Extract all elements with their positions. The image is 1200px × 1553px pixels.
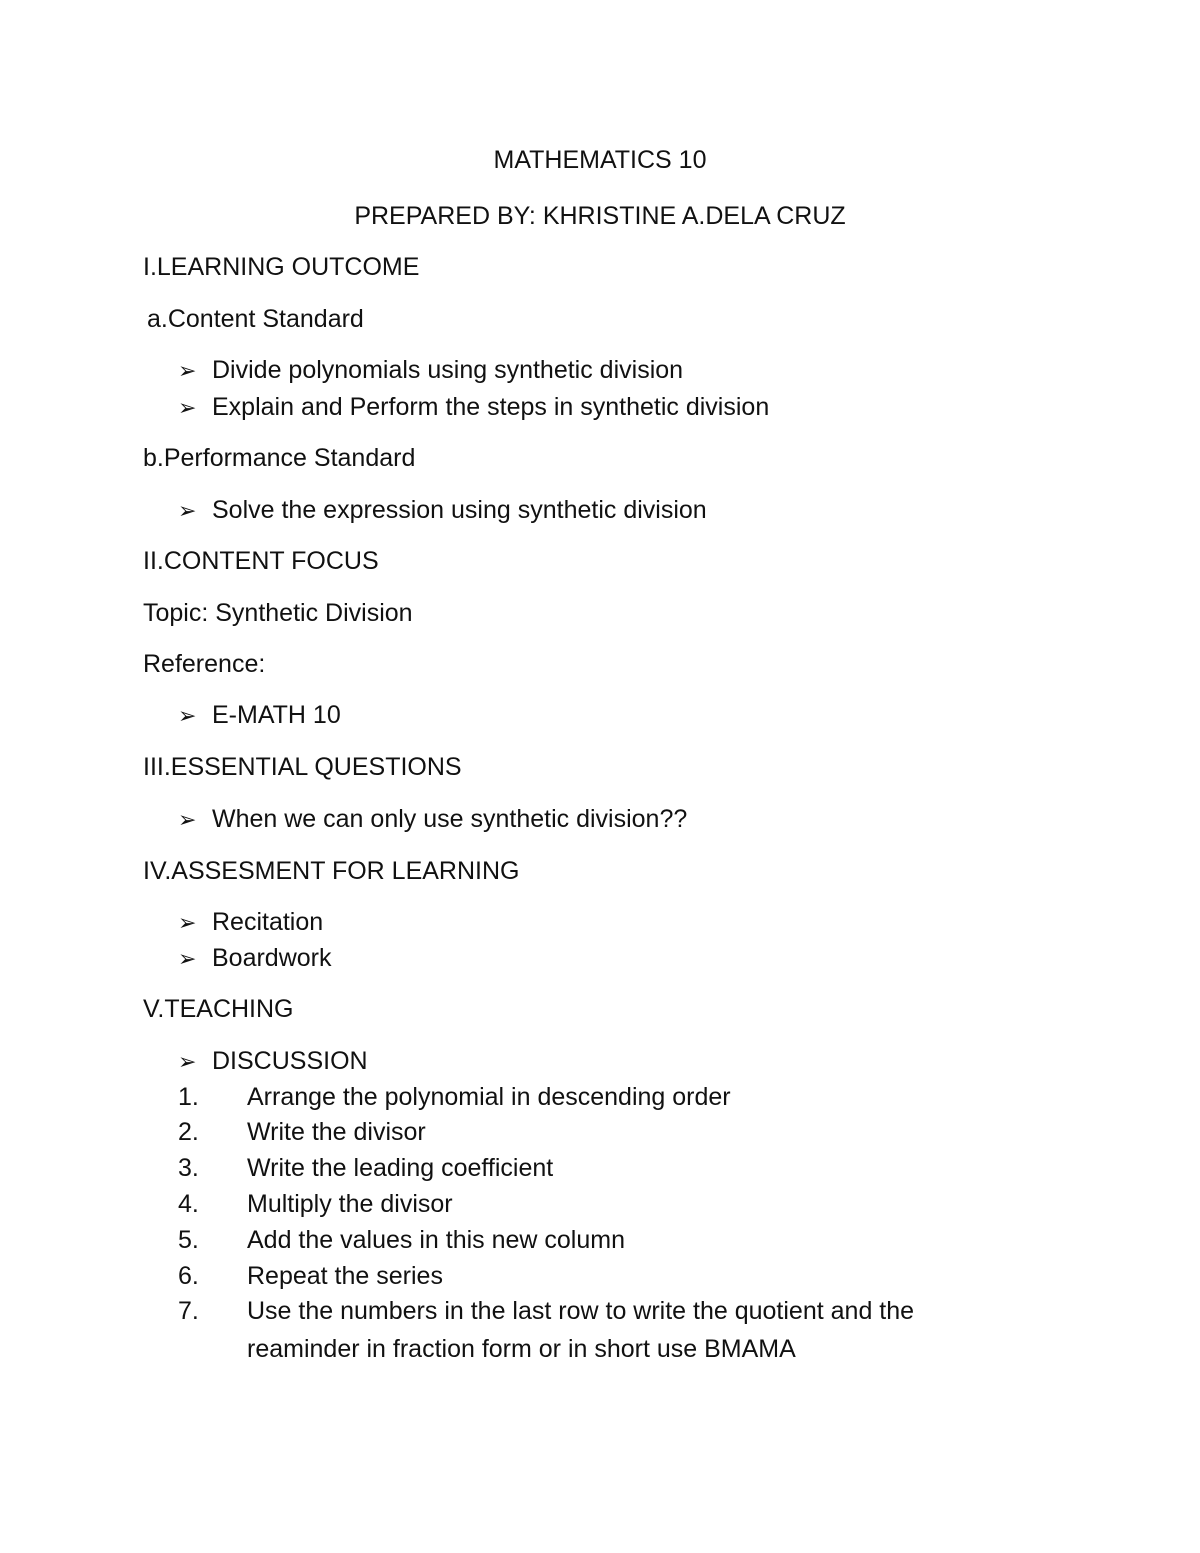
list-item: ➢ DISCUSSION <box>178 1046 368 1078</box>
list-item: ➢ E-MATH 10 <box>178 700 341 732</box>
step-number: 4. <box>178 1190 199 1218</box>
arrow-bullet-icon: ➢ <box>178 911 197 936</box>
step-text: Write the divisor <box>247 1118 426 1146</box>
step-text: Use the numbers in the last row to write the quotient and the <box>247 1297 915 1325</box>
step-text-continued: reaminder in fraction form or in short use BMAMA <box>247 1335 796 1363</box>
document-title: MATHEMATICS 10 <box>493 146 707 174</box>
list-item: ➢ Solve the expression using synthetic division <box>178 495 707 527</box>
step-number: 3. <box>178 1154 199 1182</box>
arrow-bullet-icon: ➢ <box>178 499 197 524</box>
performance-standard-label: b.Performance Standard <box>143 444 416 472</box>
step-text: Arrange the polynomial in descending order <box>247 1083 731 1111</box>
section-teaching-heading: V.TEACHING <box>143 995 294 1023</box>
arrow-bullet-icon: ➢ <box>178 704 197 729</box>
section-learning-outcome-heading: I.LEARNING OUTCOME <box>143 253 420 281</box>
section-assessment-heading: IV.ASSESMENT FOR LEARNING <box>143 857 520 885</box>
list-item: ➢ Explain and Perform the steps in synthetic division <box>178 392 769 424</box>
step-number: 7. <box>178 1297 199 1325</box>
arrow-bullet-icon: ➢ <box>178 1050 197 1075</box>
list-item: ➢ Divide polynomials using synthetic division <box>178 355 683 387</box>
step-text: Multiply the divisor <box>247 1190 453 1218</box>
list-item: ➢ Recitation <box>178 907 323 939</box>
step-number: 6. <box>178 1262 199 1290</box>
topic-line: Topic: Synthetic Division <box>143 599 413 627</box>
step-text: Repeat the series <box>247 1262 443 1290</box>
prepared-by: PREPARED BY: KHRISTINE A.DELA CRUZ <box>354 202 846 230</box>
section-essential-questions-heading: III.ESSENTIAL QUESTIONS <box>143 753 462 781</box>
list-item: ➢ Boardwork <box>178 943 332 975</box>
arrow-bullet-icon: ➢ <box>178 808 197 833</box>
arrow-bullet-icon: ➢ <box>178 359 197 384</box>
reference-label: Reference: <box>143 650 266 678</box>
step-number: 2. <box>178 1118 199 1146</box>
list-item: ➢ When we can only use synthetic division?? <box>178 804 687 836</box>
section-content-focus-heading: II.CONTENT FOCUS <box>143 547 379 575</box>
content-standard-label: a.Content Standard <box>147 305 364 333</box>
step-number: 5. <box>178 1226 199 1254</box>
step-text: Add the values in this new column <box>247 1226 625 1254</box>
arrow-bullet-icon: ➢ <box>178 396 197 421</box>
arrow-bullet-icon: ➢ <box>178 947 197 972</box>
step-number: 1. <box>178 1083 199 1111</box>
step-text: Write the leading coefficient <box>247 1154 554 1182</box>
